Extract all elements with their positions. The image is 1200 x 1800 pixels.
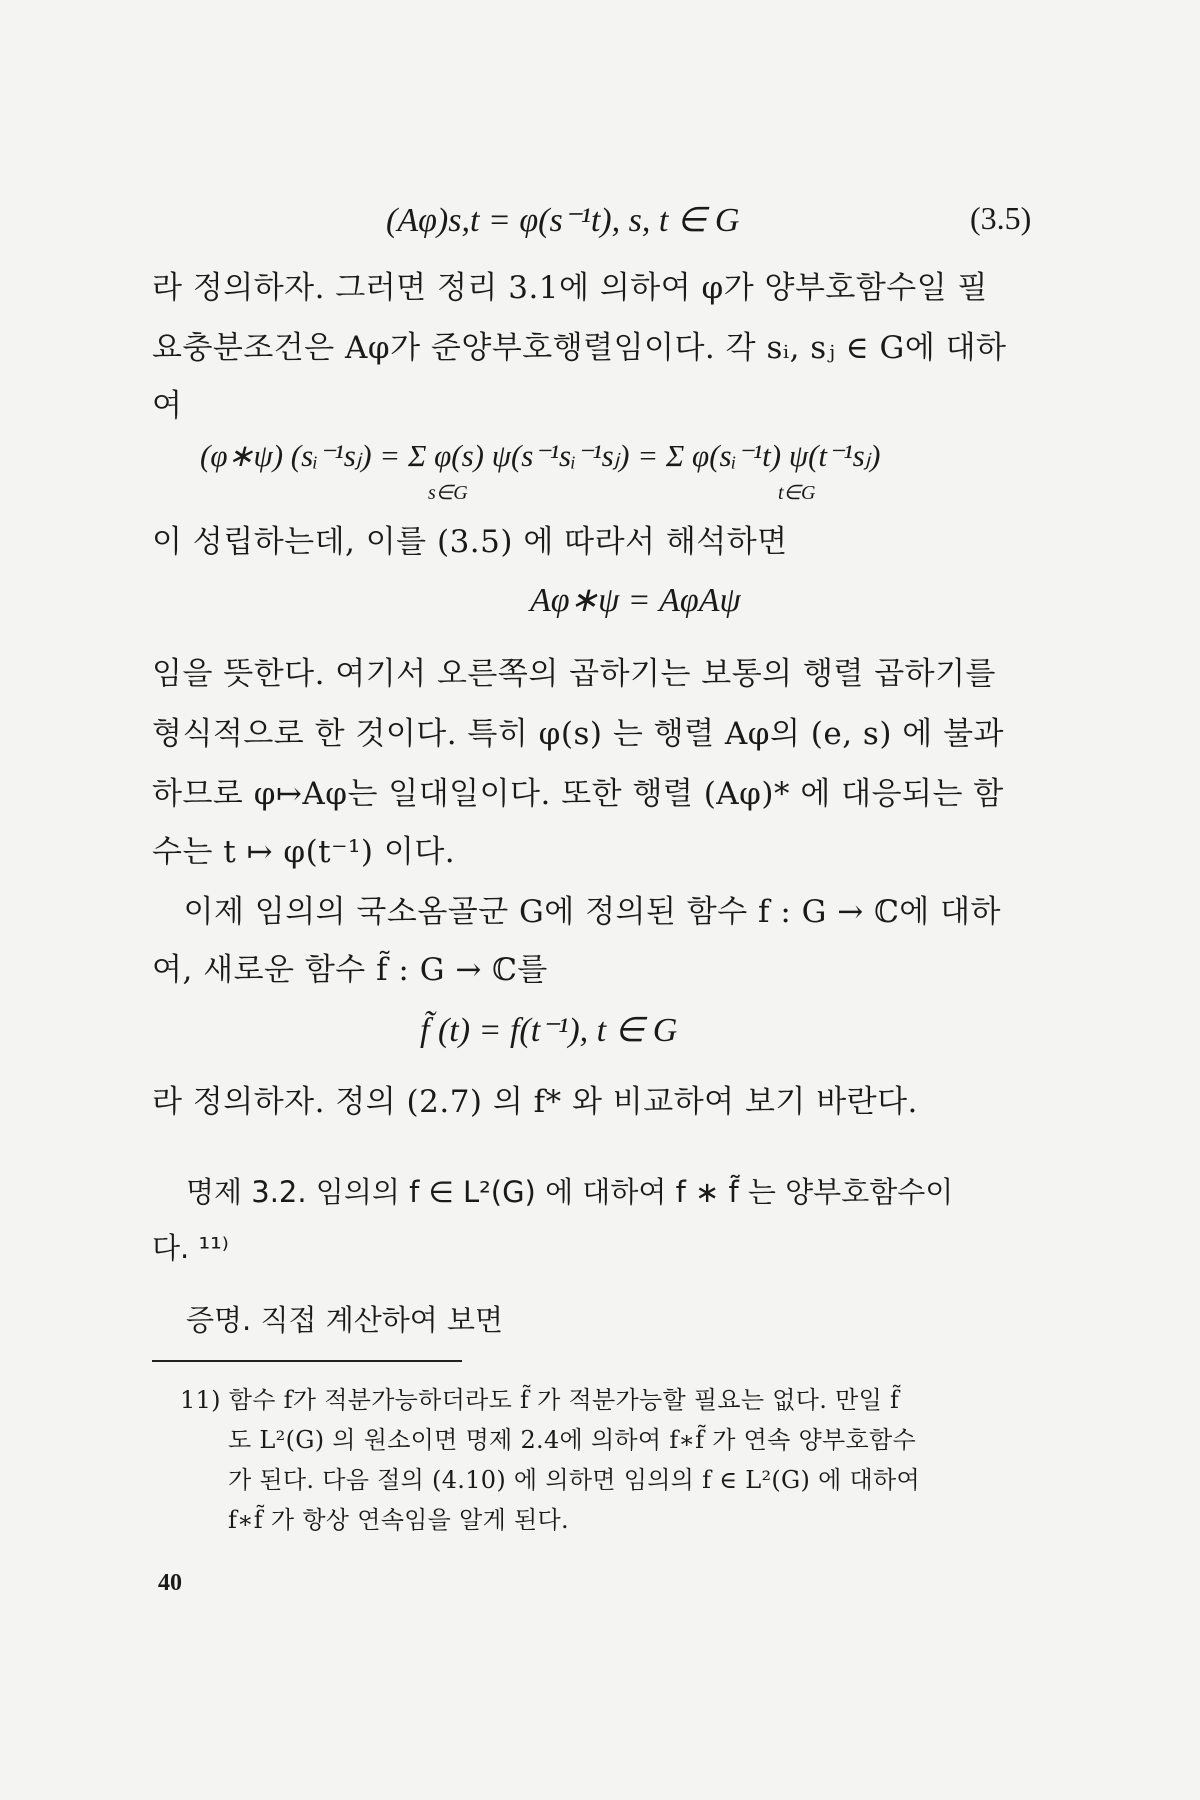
body-line: 수는 t ↦ φ(t⁻¹) 이다. bbox=[152, 834, 456, 870]
body-line: 여, 새로운 함수 f̃ : G → ℂ를 bbox=[152, 952, 548, 988]
equation-number: (3.5) bbox=[970, 200, 1032, 236]
sum-index: s∈G bbox=[428, 482, 468, 504]
body-line: 형식적으로 한 것이다. 특히 φ(s) 는 행렬 Aφ의 (e, s) 에 불과 bbox=[152, 716, 1004, 752]
body-line: 여 bbox=[152, 388, 183, 424]
footnote-line: 11) 함수 f가 적분가능하더라도 f̃ 가 적분가능할 필요는 없다. 만일 f̃ bbox=[180, 1386, 900, 1414]
convolution-equation: (φ∗ψ) (sᵢ⁻¹sⱼ) = Σ φ(s) ψ(s⁻¹sᵢ⁻¹sⱼ) = Σ φ(sᵢ⁻¹t) ψ(t⁻¹sⱼ) bbox=[200, 438, 881, 473]
body-line: 라 정의하자. 그러면 정리 3.1에 의하여 φ가 양부호함수일 필 bbox=[152, 270, 989, 306]
page-number: 40 bbox=[158, 1570, 182, 1596]
body-line: 하므로 φ↦Aφ는 일대일이다. 또한 행렬 (Aφ)* 에 대응되는 함 bbox=[152, 776, 1004, 812]
body-line: 이 성립하는데, 이를 (3.5) 에 따라서 해석하면 bbox=[152, 524, 788, 560]
proof-heading: 증명. 직접 계산하여 보면 bbox=[186, 1303, 504, 1337]
ftilde-equation: f̃ (t) = f(t⁻¹), t ∈ G bbox=[420, 1012, 678, 1049]
product-equation: Aφ∗ψ = AφAψ bbox=[530, 582, 741, 619]
body-line: 라 정의하자. 정의 (2.7) 의 f* 와 비교하여 보기 바란다. bbox=[152, 1084, 918, 1120]
proposition-line: 다. ¹¹⁾ bbox=[152, 1231, 229, 1265]
footnote-rule bbox=[152, 1360, 462, 1362]
sum-index: t∈G bbox=[778, 482, 816, 504]
body-line: 이제 임의의 국소옴골군 G에 정의된 함수 f : G → ℂ에 대하 bbox=[152, 894, 1001, 930]
footnote-line: f∗f̃ 가 항상 연속임을 알게 된다. bbox=[228, 1506, 569, 1534]
body-line: 임을 뜻한다. 여기서 오른쪽의 곱하기는 보통의 행렬 곱하기를 bbox=[152, 656, 996, 692]
footnote-line: 가 된다. 다음 절의 (4.10) 에 의하면 임의의 f ∈ L²(G) 에 대하여 bbox=[228, 1466, 920, 1494]
equation-3-5: (Aφ)s,t = φ(s⁻¹t), s, t ∈ G bbox=[386, 202, 740, 239]
body-line: 요충분조건은 Aφ가 준양부호행렬임이다. 각 sᵢ, sⱼ ∈ G에 대하 bbox=[152, 330, 1007, 366]
proposition-line: 명제 3.2. 임의의 f ∈ L²(G) 에 대하여 f ∗ f̃ 는 양부호함수이 bbox=[186, 1175, 954, 1209]
footnote-line: 도 L²(G) 의 원소이면 명제 2.4에 의하여 f∗f̃ 가 연속 양부호함수 bbox=[228, 1426, 916, 1454]
